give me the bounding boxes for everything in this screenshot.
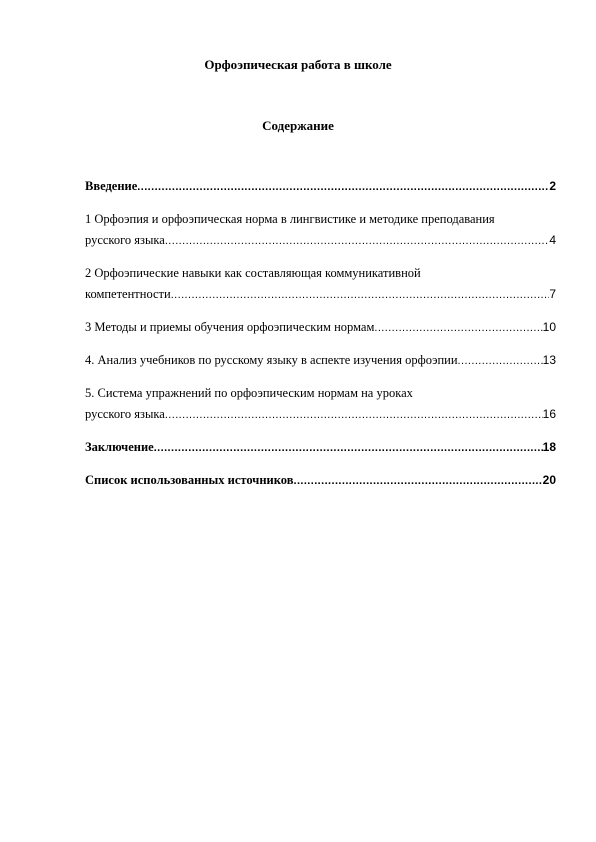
dot-leader	[458, 351, 543, 372]
dot-leader	[165, 405, 543, 426]
dot-leader	[165, 231, 549, 252]
toc-entry-chapter-3[interactable]	[85, 317, 556, 339]
document-title: Орфоэпическая работа в школе	[204, 57, 392, 72]
toc-page-number: 10	[542, 320, 556, 334]
toc-entry-title-line1: 1 Орфоэпия и орфоэпическая норма в лингвистике и методике преподавания	[85, 212, 495, 226]
dot-leader	[137, 177, 549, 198]
toc-page-number: 4	[549, 233, 556, 247]
toc-entry-introduction[interactable]	[85, 176, 556, 198]
dot-leader	[171, 285, 550, 306]
toc-entry-conclusion[interactable]	[85, 437, 556, 459]
toc-entry-title-line1: 5. Система упражнений по орфоэпическим нормам на уроках	[85, 386, 413, 400]
toc-entry-chapter-5[interactable]	[85, 383, 556, 426]
toc-heading: Содержание	[262, 118, 334, 133]
toc-entry-chapter-1[interactable]	[85, 209, 556, 252]
table-of-contents	[85, 176, 556, 492]
toc-entry-references[interactable]	[85, 470, 556, 492]
toc-entry-title-line2: компетентности	[85, 287, 171, 301]
toc-page-number: 7	[549, 287, 556, 301]
dot-leader	[154, 438, 543, 459]
toc-entry-title: Заключение	[85, 440, 154, 454]
dot-leader	[374, 318, 542, 339]
toc-page-number: 13	[542, 353, 556, 367]
toc-page-number: 16	[542, 407, 556, 421]
toc-entry-chapter-4[interactable]	[85, 350, 556, 372]
toc-entry-title: 3 Методы и приемы обучения орфоэпическим нормам	[85, 320, 375, 334]
toc-entry-title: Введение	[85, 179, 138, 193]
toc-page-number: 18	[542, 440, 556, 454]
toc-entry-title-line2: русского языка	[85, 233, 165, 247]
toc-entry-title-line2: русского языка	[85, 407, 165, 421]
toc-entry-chapter-2[interactable]	[85, 263, 556, 306]
toc-entry-title: 4. Анализ учебников по русскому языку в аспекте изучения орфоэпии	[85, 353, 458, 367]
toc-entry-title: Список использованных источников	[85, 473, 294, 487]
toc-page-number: 20	[542, 473, 556, 487]
dot-leader	[293, 471, 542, 492]
toc-entry-title-line1: 2 Орфоэпические навыки как составляющая коммуникативной	[85, 266, 421, 280]
toc-page-number: 2	[549, 179, 556, 193]
